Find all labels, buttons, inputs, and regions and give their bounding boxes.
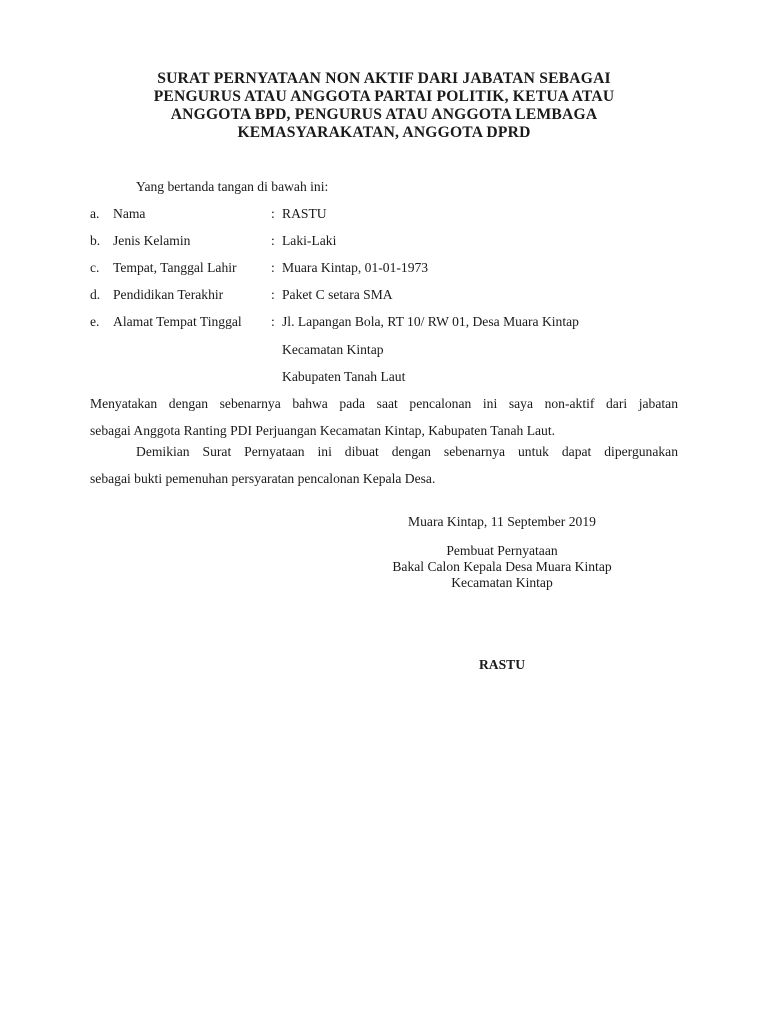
paragraph-line: Menyatakan dengan sebenarnya bahwa pada saat pencalonan ini saya non-aktif dari jabatan (90, 396, 678, 411)
title-line: KEMASYARAKATAN, ANGGOTA DPRD (237, 124, 531, 141)
paragraph-line: sebagai bukti pemenuhan persyaratan pencalonan Kepala Desa. (90, 471, 436, 486)
field-value: Jl. Lapangan Bola, RT 10/ RW 01, Desa Muara Kintap (282, 314, 579, 329)
signature-place-date: Muara Kintap, 11 September 2019 (408, 514, 596, 529)
field-label: Tempat, Tanggal Lahir (113, 260, 237, 275)
title-line: SURAT PERNYATAAN NON AKTIF DARI JABATAN SEBAGAI (157, 70, 611, 87)
document-title (90, 70, 678, 142)
signature-name: RASTU (478, 657, 526, 672)
address-continuation-line: Kecamatan Kintap (282, 342, 384, 357)
closing-paragraph (90, 438, 678, 492)
address-continuation-line: Kabupaten Tanah Laut (282, 369, 406, 384)
signature-role-line: Bakal Calon Kepala Desa Muara Kintap (392, 559, 612, 574)
paragraph-line: sebagai Anggota Ranting PDI Perjuangan Kecamatan Kintap, Kabupaten Tanah Laut. (90, 423, 556, 438)
statement-paragraph (90, 390, 678, 444)
field-colon: : (271, 314, 275, 329)
field-letter: e. (90, 314, 100, 329)
paragraph-line: Demikian Surat Pernyataan ini dibuat dengan sebenarnya untuk dapat dipergunakan (136, 444, 678, 459)
field-colon: : (271, 260, 275, 275)
signature-role-line: Kecamatan Kintap (451, 575, 553, 590)
signature-role-line: Pembuat Pernyataan (446, 543, 558, 558)
field-label: Pendidikan Terakhir (113, 287, 224, 302)
intro-text: Yang bertanda tangan di bawah ini: (136, 179, 329, 194)
field-letter: d. (90, 287, 101, 302)
field-colon: : (271, 206, 275, 221)
field-colon: : (271, 287, 275, 302)
field-value: RASTU (282, 206, 327, 221)
field-letter: c. (90, 260, 100, 275)
field-colon: : (271, 233, 275, 248)
field-value: Muara Kintap, 01-01-1973 (282, 260, 429, 275)
field-label: Jenis Kelamin (113, 233, 191, 248)
title-line: PENGURUS ATAU ANGGOTA PARTAI POLITIK, KETUA ATAU (153, 88, 615, 105)
field-letter: b. (90, 233, 101, 248)
field-value: Laki-Laki (282, 233, 337, 248)
field-value: Paket C setara SMA (282, 287, 393, 302)
title-line: ANGGOTA BPD, PENGURUS ATAU ANGGOTA LEMBAGA (170, 106, 598, 123)
field-letter: a. (90, 206, 100, 221)
field-label: Nama (113, 206, 146, 221)
field-label: Alamat Tempat Tinggal (113, 314, 242, 329)
